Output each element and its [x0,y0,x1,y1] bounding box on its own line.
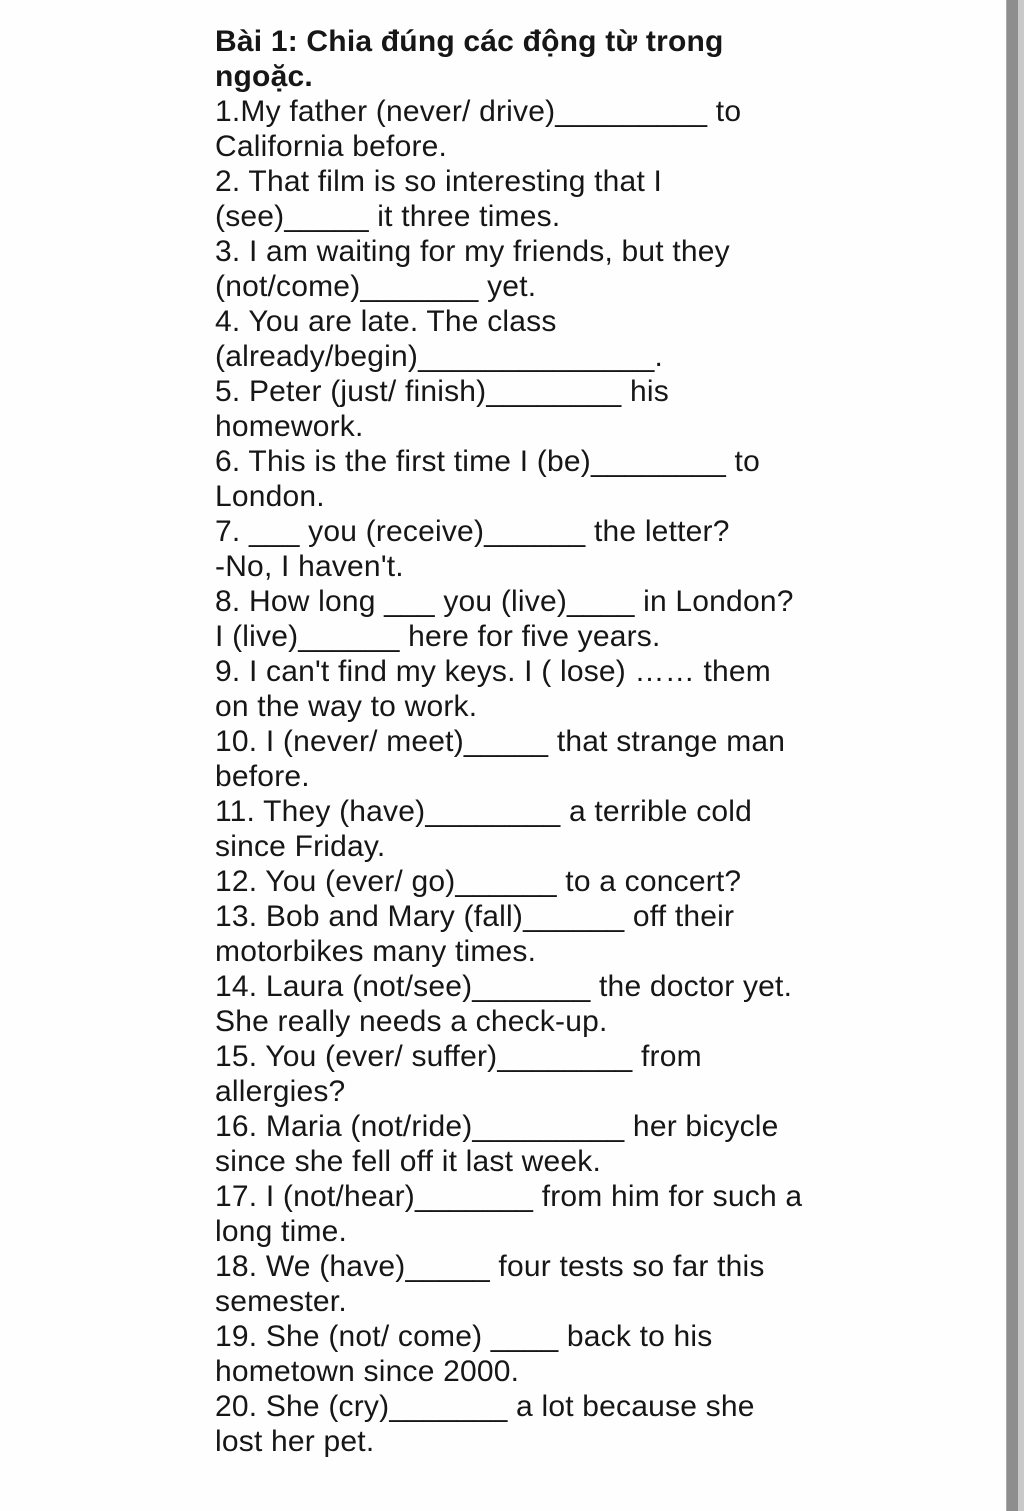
text-line-q5a: 5. Peter (just/ finish)________ his [215,375,669,408]
text-line-q3b: (not/come)_______ yet. [215,270,537,303]
text-line-q13a: 13. Bob and Mary (fall)______ off their [215,900,735,933]
text-line-q14b: She really needs a check-up. [215,1005,608,1038]
scrollbar-track [1018,0,1024,1511]
text-line-q9b: on the way to work. [215,690,478,723]
text-line-q3a: 3. I am waiting for my friends, but they [215,235,730,268]
text-line-q15b: allergies? [215,1075,346,1108]
text-line-q20a: 20. She (cry)_______ a lot because she [215,1390,755,1423]
text-line-q11b: since Friday. [215,830,386,863]
text-line-q2b: (see)_____ it three times. [215,200,561,233]
text-line-q14a: 14. Laura (not/see)_______ the doctor yet. [215,970,793,1003]
text-line-q5b: homework. [215,410,364,443]
text-line-q16a: 16. Maria (not/ride)_________ her bicycle [215,1110,779,1143]
text-line-q1a: 1.My father (never/ drive)_________ to [215,95,742,128]
text-line-q4b: (already/begin)______________. [215,340,664,373]
text-line-q10a: 10. I (never/ meet)_____ that strange man [215,725,786,758]
text-line-q2a: 2. That film is so interesting that I [215,165,663,198]
text-line-q6b: London. [215,480,325,513]
text-line-q19b: hometown since 2000. [215,1355,520,1388]
exercise-title-line-1: Bài 1: Chia đúng các động từ trong [215,25,724,58]
text-line-q8b: I (live)______ here for five years. [215,620,661,653]
text-line-q1b: California before. [215,130,448,163]
text-line-q7a: 7. ___ you (receive)______ the letter? [215,515,730,548]
scrollbar-thumb[interactable] [1006,0,1018,1511]
text-line-q19a: 19. She (not/ come) ____ back to his [215,1320,713,1353]
text-line-q17b: long time. [215,1215,348,1248]
exercise-text-block [215,24,835,1459]
text-line-q12: 12. You (ever/ go)______ to a concert? [215,865,742,898]
text-line-q15a: 15. You (ever/ suffer)________ from [215,1040,702,1073]
text-line-q16b: since she fell off it last week. [215,1145,602,1178]
text-line-q4a: 4. You are late. The class [215,305,557,338]
text-line-q8a: 8. How long ___ you (live)____ in London? [215,585,794,618]
text-line-q18b: semester. [215,1285,347,1318]
text-line-q6a: 6. This is the first time I (be)________ to [215,445,760,478]
text-line-q18a: 18. We (have)_____ four tests so far this [215,1250,765,1283]
exercise-title-line-2: ngoặc. [215,60,313,93]
text-line-q11a: 11. They (have)________ a terrible cold [215,795,753,828]
text-line-q13b: motorbikes many times. [215,935,537,968]
text-line-q17a: 17. I (not/hear)_______ from him for such a [215,1180,803,1213]
text-line-q9a: 9. I can't find my keys. I ( lose) …… them [215,655,771,688]
text-line-q20b: lost her pet. [215,1425,375,1458]
text-line-q10b: before. [215,760,310,793]
text-line-q7b: -No, I haven't. [215,550,404,583]
